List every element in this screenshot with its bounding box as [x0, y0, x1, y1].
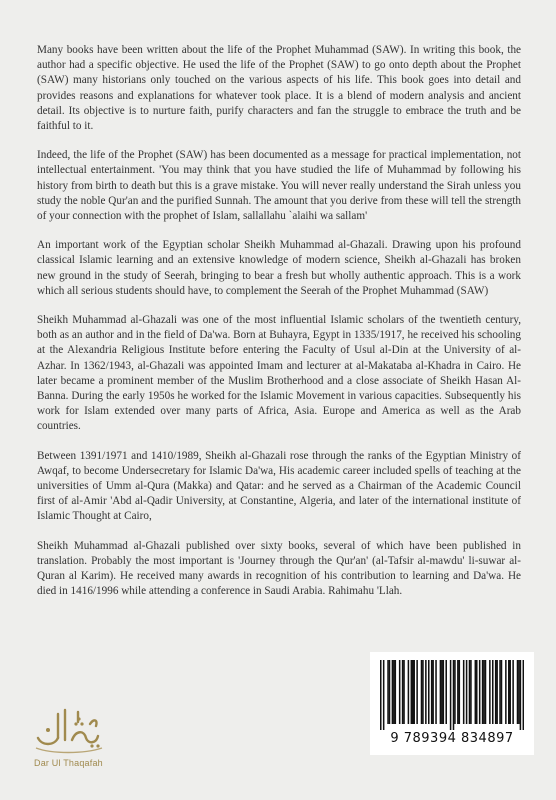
blurb-text: [37, 43, 521, 614]
barcode-bar: [476, 660, 478, 724]
barcode-bar: [517, 660, 519, 724]
paragraph-6: Sheikh Muhammad al-Ghazali published over sixty books, several of which have been published in translation. Probably the most important is 'Journey through the Qur'an' (al-Tafsir al-mawdu' li-suwar al-Quran al Karim). He received many awards in recognition of his contribution to learning and Da'wa. He died in 1416/1996 while attending a conference in Saudi Arabia. Rahimahu 'Llah.: [37, 539, 521, 598]
barcode-bar: [403, 660, 405, 724]
barcode-bar: [499, 660, 501, 724]
barcode-bar: [395, 660, 397, 724]
paragraph-5: Between 1391/1971 and 1410/1989, Sheikh al-Ghazali rose through the ranks of the Egyptian Ministry of Awqaf, to become Undersecretary for Islamic Da'wa, His academic career included spells of teaching at the universities of Umm al-Qura (Makka) and Qatar: and he served as a Chairman of the Academic Council first of al-Amir 'Abd al-Qadir University, at Constantine, Algeria, and later of the international institute of Islamic Thought at Cairo,: [37, 449, 521, 523]
barcode-bar: [463, 660, 465, 724]
barcode-bar: [501, 660, 503, 724]
barcode-bar: [453, 660, 455, 730]
barcode-bar: [428, 660, 430, 724]
publisher-logo: [20, 700, 120, 775]
barcode-bar: [435, 660, 437, 724]
barcode-bar: [466, 660, 468, 724]
publisher-name: Dar Ul Thaqafah: [34, 758, 103, 768]
barcode-bar: [393, 660, 395, 724]
barcode-bar: [387, 660, 389, 724]
barcode-bar: [411, 660, 413, 724]
barcode-bar: [408, 660, 410, 724]
paragraph-2: Indeed, the life of the Prophet (SAW) has been documented as a message for practical implementation, not intellectual entertainment. 'You may think that you have studied the life of Muhammad by following his history from birth to death but this is a grave mistake. You will never really understand the Sirah unless you study the noble Qur'an and the purified Sunnah. The amount that you derive from these will tell the strength of your connection with the prophet of Islam, sallallahu `alaihi wa sallam': [37, 149, 521, 223]
barcode-bar: [413, 660, 415, 724]
barcode-bar: [512, 660, 514, 724]
barcode-bar: [389, 660, 391, 724]
barcode-bar: [432, 660, 434, 724]
barcode-bar: [470, 660, 472, 724]
barcode-bar: [440, 660, 442, 724]
barcode-bar: [475, 660, 477, 724]
barcode-bar: [482, 660, 484, 724]
barcode-bar: [380, 660, 382, 730]
barcode-bar: [508, 660, 510, 724]
barcode-bar: [479, 660, 481, 724]
barcode-bar: [485, 660, 487, 724]
barcode-bar: [492, 660, 494, 724]
barcode-bar: [496, 660, 498, 724]
barcode-bar: [412, 660, 414, 724]
barcode-bar: [459, 660, 461, 724]
barcode-bar: [443, 660, 445, 724]
barcode-bar: [416, 660, 418, 724]
publisher-logo-icon: [32, 700, 104, 756]
barcode-bar: [495, 660, 497, 724]
barcode-bar: [523, 660, 524, 730]
barcode-bar: [469, 660, 471, 724]
barcode-bar: [483, 660, 485, 724]
barcode-bar: [505, 660, 507, 724]
barcode-bar: [445, 660, 447, 724]
barcode-bar: [454, 660, 456, 724]
barcode-bar: [392, 660, 394, 724]
paragraph-1: Many books have been written about the life of the Prophet Muhammad (SAW). In writing this book, the author had a specific objective. He used the life of the Prophet (SAW) to go onto depth about the Prophet (SAW) many historians only touched on the various aspects of his life. This book goes into detail and provides reasons and explanations for whatever took place. It is a blend of modern analysis and ancient detail. Its objective is to nurture faith, purify characters and fan the struggle to embrace the truth and be faithful to it.: [37, 44, 521, 133]
barcode-bar: [457, 660, 459, 724]
barcode-bar: [383, 660, 385, 730]
paragraph-4: Sheikh Muhammad al-Ghazali was one of the most influential Islamic scholars of the twentieth century, both as an author and in the field of Da'wa. Born at Buhayra, Egypt in 1335/1917, he received his schooling at the Alexandria Religious Institute before entering the Faculty of Usul al-Din at the University of al-Azhar. In 1362/1943, al-Ghazali was appointed Imam and lecturer at al-Makataba al-Khadra in Cairo. He later became a prominent member of the Muslim Brotherhood and a close associate of Sheikh Hasan Al-Banna. During the early 1950s he worked for the Islamic Movement in various capacities. Subsequently his work for Islam extended over many parts of Africa, Asia. Europe and America as well as the Arab countries.: [37, 314, 521, 433]
barcode-bar: [518, 660, 520, 724]
barcode-bar: [402, 660, 404, 724]
barcode-bar: [441, 660, 443, 724]
isbn-barcode: [370, 652, 534, 755]
barcode-bar: [489, 660, 491, 724]
barcode-bar: [450, 660, 452, 730]
barcode-bar: [421, 660, 423, 724]
barcode-icon: [380, 660, 524, 730]
barcode-bar: [509, 660, 511, 724]
barcode-bar: [431, 660, 433, 724]
barcode-bar: [399, 660, 401, 724]
barcode-number: 9 789394 834897: [390, 731, 514, 746]
barcode-bar: [520, 660, 522, 730]
paragraph-3: An important work of the Egyptian scholar Sheikh Muhammad al-Ghazali. Drawing upon his profound classical Islamic learning and an extensive knowledge of modern science, Sheikh al-Ghazali has broken new ground in the study of Seerah, bringing to bear a fresh but wholly authentic approach. This is a work which all serious students should have, to complement the Seerah of the Prophet Muhammad (SAW): [37, 239, 521, 297]
barcode-bar: [425, 660, 427, 724]
barcode-bar: [422, 660, 424, 724]
